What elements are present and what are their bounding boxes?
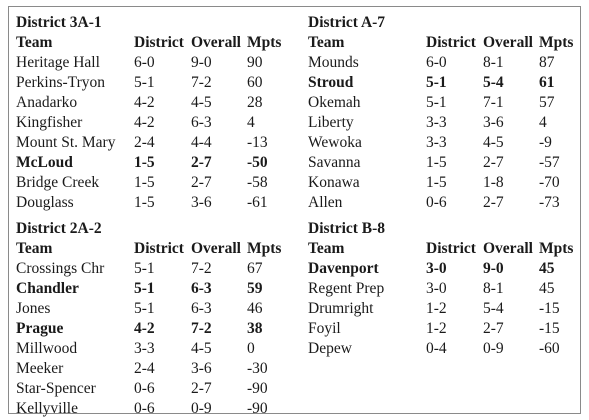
team-row xyxy=(16,153,268,173)
district-record: 0-6 xyxy=(134,400,155,417)
overall-record: 4-4 xyxy=(191,134,212,151)
team-row xyxy=(16,73,263,93)
team-name: Meeker xyxy=(16,360,64,377)
mpts-value: 61 xyxy=(539,74,555,91)
team-row xyxy=(16,173,268,193)
overall-record: 2-7 xyxy=(483,154,504,171)
team-name: Perkins-Tryon xyxy=(16,74,105,91)
overall-record: 9-0 xyxy=(483,260,504,277)
overall-record: 3-6 xyxy=(483,114,504,131)
team-name: Drumright xyxy=(308,300,374,317)
mpts-value: -58 xyxy=(247,174,268,191)
mpts-value: 59 xyxy=(247,280,263,297)
overall-record: 2-7 xyxy=(191,174,212,191)
team-row xyxy=(308,73,555,93)
team-row xyxy=(16,279,263,299)
header-row xyxy=(16,33,282,53)
team-row xyxy=(16,399,268,419)
overall-header: Overall xyxy=(483,240,533,257)
mpts-value: -90 xyxy=(247,380,268,397)
district-header: District xyxy=(134,34,184,51)
team-name: Millwood xyxy=(16,340,78,357)
district-title: District 3A-1 xyxy=(16,14,102,31)
mpts-value: 45 xyxy=(539,260,555,277)
mpts-value: 57 xyxy=(539,94,555,111)
team-row xyxy=(16,93,263,113)
district-record: 4-2 xyxy=(134,320,155,337)
team-row xyxy=(16,359,268,379)
mpts-header: Mpts xyxy=(247,34,282,51)
overall-record: 7-2 xyxy=(191,260,212,277)
team-name: Allen xyxy=(308,194,343,211)
district-record: 3-3 xyxy=(134,340,155,357)
mpts-value: 87 xyxy=(539,54,555,71)
team-name: McLoud xyxy=(16,154,73,171)
overall-record: 9-0 xyxy=(191,54,212,71)
team-name: Wewoka xyxy=(308,134,362,151)
team-row xyxy=(16,339,255,359)
district-record: 6-0 xyxy=(134,54,155,71)
district-record: 0-4 xyxy=(426,340,447,357)
district-record: 1-5 xyxy=(134,174,155,191)
team-name: Jones xyxy=(16,300,51,317)
mpts-value: -9 xyxy=(539,134,552,151)
team-header: Team xyxy=(308,34,345,51)
mpts-value: 67 xyxy=(247,260,263,277)
overall-header: Overall xyxy=(483,34,533,51)
overall-record: 8-1 xyxy=(483,54,504,71)
standings-rows xyxy=(308,259,560,359)
team-name: Prague xyxy=(16,320,64,337)
team-name: Douglass xyxy=(16,194,74,211)
team-name: Bridge Creek xyxy=(16,174,100,191)
team-name: Kingfisher xyxy=(16,114,83,131)
team-row xyxy=(16,379,268,399)
district-record: 5-1 xyxy=(134,280,155,297)
team-name: Liberty xyxy=(308,114,354,131)
district-record: 5-1 xyxy=(426,74,447,91)
overall-record: 3-6 xyxy=(191,194,212,211)
team-row xyxy=(16,53,263,73)
overall-record: 5-4 xyxy=(483,300,504,317)
district-record: 5-1 xyxy=(426,94,447,111)
district-header: District xyxy=(426,240,476,257)
standings-rows xyxy=(308,53,560,213)
team-row xyxy=(16,319,263,339)
mpts-value: 4 xyxy=(247,114,255,131)
team-header: Team xyxy=(16,34,53,51)
overall-record: 6-3 xyxy=(191,300,212,317)
mpts-value: 38 xyxy=(247,320,263,337)
standings-rows xyxy=(16,53,268,213)
mpts-value: 0 xyxy=(247,340,255,357)
team-row xyxy=(308,173,560,193)
team-row xyxy=(308,153,560,173)
team-name: Mount St. Mary xyxy=(16,134,116,151)
team-row xyxy=(16,299,263,319)
team-name: Mounds xyxy=(308,54,359,71)
district-record: 3-0 xyxy=(426,260,447,277)
mpts-value: 60 xyxy=(247,74,263,91)
standings-frame xyxy=(8,6,581,417)
district-record: 3-3 xyxy=(426,134,447,151)
district-block xyxy=(308,13,574,213)
mpts-header: Mpts xyxy=(539,34,574,51)
mpts-value: -50 xyxy=(247,154,268,171)
team-name: Anadarko xyxy=(16,94,78,111)
district-record: 4-2 xyxy=(134,114,155,131)
team-row xyxy=(308,113,547,133)
overall-record: 2-7 xyxy=(191,380,212,397)
team-header: Team xyxy=(308,240,345,257)
district-title: District B-8 xyxy=(308,220,386,237)
team-row xyxy=(308,259,555,279)
overall-record: 4-5 xyxy=(191,94,212,111)
district-record: 6-0 xyxy=(426,54,447,71)
overall-record: 6-3 xyxy=(191,114,212,131)
team-row xyxy=(308,53,555,73)
district-record: 1-2 xyxy=(426,320,447,337)
team-row xyxy=(308,279,555,299)
overall-header: Overall xyxy=(191,240,241,257)
overall-header: Overall xyxy=(191,34,241,51)
district-header: District xyxy=(134,240,184,257)
overall-record: 7-1 xyxy=(483,94,504,111)
team-row xyxy=(308,299,560,319)
standings-rows xyxy=(16,259,268,419)
overall-record: 6-3 xyxy=(191,280,212,297)
team-name: Konawa xyxy=(308,174,360,191)
mpts-value: -15 xyxy=(539,320,560,337)
overall-record: 8-1 xyxy=(483,280,504,297)
mpts-value: 4 xyxy=(539,114,547,131)
overall-record: 0-9 xyxy=(483,340,504,357)
overall-record: 2-7 xyxy=(483,320,504,337)
team-name: Foyil xyxy=(308,320,341,337)
district-record: 2-4 xyxy=(134,134,155,151)
district-title: District 2A-2 xyxy=(16,220,102,237)
district-record: 2-4 xyxy=(134,360,155,377)
district-record: 5-1 xyxy=(134,300,155,317)
mpts-header: Mpts xyxy=(539,240,574,257)
team-name: Kellyville xyxy=(16,400,78,417)
team-name: Depew xyxy=(308,340,352,357)
team-row xyxy=(308,193,560,213)
header-row xyxy=(16,239,282,259)
team-row xyxy=(16,259,263,279)
district-record: 1-2 xyxy=(426,300,447,317)
district-block xyxy=(308,219,574,359)
team-name: Heritage Hall xyxy=(16,54,100,71)
mpts-header: Mpts xyxy=(247,240,282,257)
team-row xyxy=(308,133,552,153)
mpts-value: 45 xyxy=(539,280,555,297)
team-name: Crossings Chr xyxy=(16,260,105,277)
team-header: Team xyxy=(16,240,53,257)
mpts-value: -61 xyxy=(247,194,268,211)
district-record: 4-2 xyxy=(134,94,155,111)
team-row xyxy=(308,319,560,339)
header-row xyxy=(308,239,574,259)
overall-record: 5-4 xyxy=(483,74,504,91)
team-name: Davenport xyxy=(308,260,379,277)
mpts-value: -90 xyxy=(247,400,268,417)
header-row xyxy=(308,33,574,53)
mpts-value: -15 xyxy=(539,300,560,317)
team-name: Savanna xyxy=(308,154,361,171)
team-row xyxy=(16,113,255,133)
district-block xyxy=(16,13,282,213)
mpts-value: -30 xyxy=(247,360,268,377)
team-row xyxy=(16,133,268,153)
district-record: 0-6 xyxy=(426,194,447,211)
team-name: Okemah xyxy=(308,94,361,111)
overall-record: 2-7 xyxy=(483,194,504,211)
district-record: 3-3 xyxy=(426,114,447,131)
overall-record: 1-8 xyxy=(483,174,504,191)
overall-record: 2-7 xyxy=(191,154,212,171)
team-name: Chandler xyxy=(16,280,79,297)
team-name: Regent Prep xyxy=(308,280,385,297)
mpts-value: -73 xyxy=(539,194,560,211)
overall-record: 7-2 xyxy=(191,74,212,91)
district-record: 1-5 xyxy=(426,174,447,191)
district-record: 1-5 xyxy=(134,194,155,211)
mpts-value: 90 xyxy=(247,54,263,71)
district-block xyxy=(16,219,282,419)
mpts-value: -60 xyxy=(539,340,560,357)
overall-record: 0-9 xyxy=(191,400,212,417)
district-record: 3-0 xyxy=(426,280,447,297)
mpts-value: 28 xyxy=(247,94,263,111)
overall-record: 4-5 xyxy=(191,340,212,357)
district-record: 1-5 xyxy=(134,154,155,171)
overall-record: 3-6 xyxy=(191,360,212,377)
mpts-value: -70 xyxy=(539,174,560,191)
mpts-value: -57 xyxy=(539,154,560,171)
overall-record: 4-5 xyxy=(483,134,504,151)
district-record: 1-5 xyxy=(426,154,447,171)
team-name: Star-Spencer xyxy=(16,380,96,397)
district-record: 0-6 xyxy=(134,380,155,397)
district-header: District xyxy=(426,34,476,51)
team-row xyxy=(308,93,555,113)
mpts-value: -13 xyxy=(247,134,268,151)
district-title: District A-7 xyxy=(308,14,386,31)
mpts-value: 46 xyxy=(247,300,263,317)
team-name: Stroud xyxy=(308,74,354,91)
district-record: 5-1 xyxy=(134,74,155,91)
team-row xyxy=(308,339,560,359)
team-row xyxy=(16,193,268,213)
overall-record: 7-2 xyxy=(191,320,212,337)
district-record: 5-1 xyxy=(134,260,155,277)
